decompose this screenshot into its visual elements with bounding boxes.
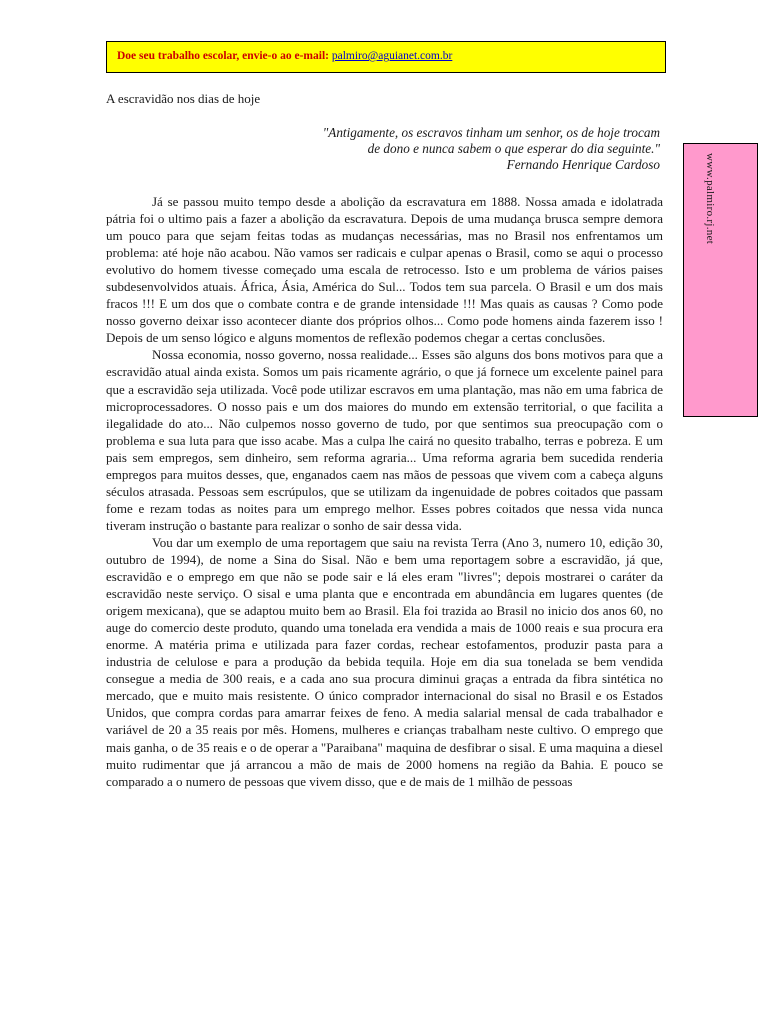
quote-author: Fernando Henrique Cardoso: [506, 157, 660, 172]
epigraph-quote: [240, 125, 660, 173]
article-body: [106, 193, 663, 909]
side-tab[interactable]: [683, 143, 758, 417]
quote-line-1: "Antigamente, os escravos tinham um senhor, os de hoje trocam: [322, 125, 660, 140]
banner-text: Doe seu trabalho escolar, envie-o ao e-mail:: [117, 50, 332, 62]
side-tab-url[interactable]: www.palmiro.rj.net: [704, 153, 716, 245]
paragraph-1: Já se passou muito tempo desde a abolição da escravatura em 1888. Nossa amada e idolatrada pátria foi o ultimo pais a fazer a abolição da escravatura. Depois de uma mudança brusca sempre demora um pouco para que sejam feitas todas as mudanças necessárias, mas no Brasil nos enfrentamos um problema: até hoje não acabou. Não vamos ser radicais e culpar apenas o Brasil, como se aqui o processo evolutivo do homem tivesse começado uma escala de retrocesso. Isto e um problema de vários paises subdesenvolvidos atuais. África, Ásia, América do Sul... Todos tem sua parcela. O Brasil e um dos mais fracos !!! E um dos que o combate contra e de grande intensidade !!! Mas quais as causas ? Como pode nosso governo deixar isso acontecer diante dos próprios olhos... Como pode homens ainda fazerem isso ! Depois de um senso lógico e alguns momentos de reflexão podemos chegar a certas conclusões.: [106, 194, 663, 346]
quote-line-2: de dono e nunca sabem o que esperar do dia seguinte.": [367, 141, 660, 156]
email-link[interactable]: palmiro@aguianet.com.br: [331, 50, 453, 62]
document-title: A escravidão nos dias de hoje: [106, 91, 261, 106]
paragraph-3: Vou dar um exemplo de uma reportagem que saiu na revista Terra (Ano 3, numero 10, edição 30, outubro de 1994), de nome a Sina do Sisal. Não e bem uma reportagem sobre a escravidão, já que, escravidão e o emprego em que não se pode sair e lá eles eram "livres"; depois mostrarei o caráter da escravidão neste serviço. O sisal e uma planta que e encontrada em abundância em lugares quentes (de origem mexicana), que se adaptou muito bem ao Brasil. Ela foi trazida ao Brasil no inicio dos anos 60, no auge do comercio deste produto, quando uma tonelada era vendida a mais de 1000 reais e sua procura era enorme. A matéria prima e utilizada para fazer cordas, rechear estofamentos, produzir pasta para a industria de celulose e para a produção da bebida tequila. Hoje em dia sua tonelada se bem vendida consegue a media de 300 reais, e a cada ano sua procura diminui graças a entrada da fibra sintética no mercado, que e muito mais resistente. O único comprador internacional do sisal no Brasil e os Estados Unidos, que compra cordas para amarrar feixes de feno. A media salarial mensal de cada trabalhador e variável de 20 a 35 reais por mês. Homens, mulheres e crianças trabalham neste cultivo. O emprego que mais ganha, o de 35 reais e o de operar a "Paraibana" maquina de desfibrar o sisal. E uma maquina a diesel muito rudimentar que já arrancou a mão de mais de 2000 homens na região da Bahia. E pouco se comparado a o numero de pessoas que vivem disso, que e de mais de 1 milhão de pessoas: [106, 534, 663, 789]
email-banner: [106, 41, 666, 73]
paragraph-2: Nossa economia, nosso governo, nossa realidade... Esses são alguns dos bons motivos para que a escravidão atual ainda exista. Somos um pais ricamente agrário, o que já fornece um excelente painel para que a escravidão seja utilizada. Você pode utilizar escravos em uma plantação, mas não em uma fabrica de microprocessadores. O nosso pais e um dos maiores do mundo em extensão territorial, o que facilita a ilegalidade do ato... Não culpemos nosso governo de tudo, por que sentimos sua preocupação com o problema e sua luta para que isso acabe. Mas a culpa lhe cairá no quesito trabalho, terras e pobreza. E um pais sem empregos, sem dinheiro, sem reforma agraria... Uma reforma agraria bem sucedida renderia empregos para muitos desses, que, enganados caem nas mãos de pessoas que vivem com a cabeça alguns séculos atrasada. Pessoas sem escrúpulos, que se utilizam da ingenuidade de pobres coitados que passam fome e rezam todas as noites para um emprego melhor. Esses pobres coitados que nessa vida nunca tiveram instrução o bastante para realizar o sonho de sair dessa vida.: [106, 347, 663, 533]
